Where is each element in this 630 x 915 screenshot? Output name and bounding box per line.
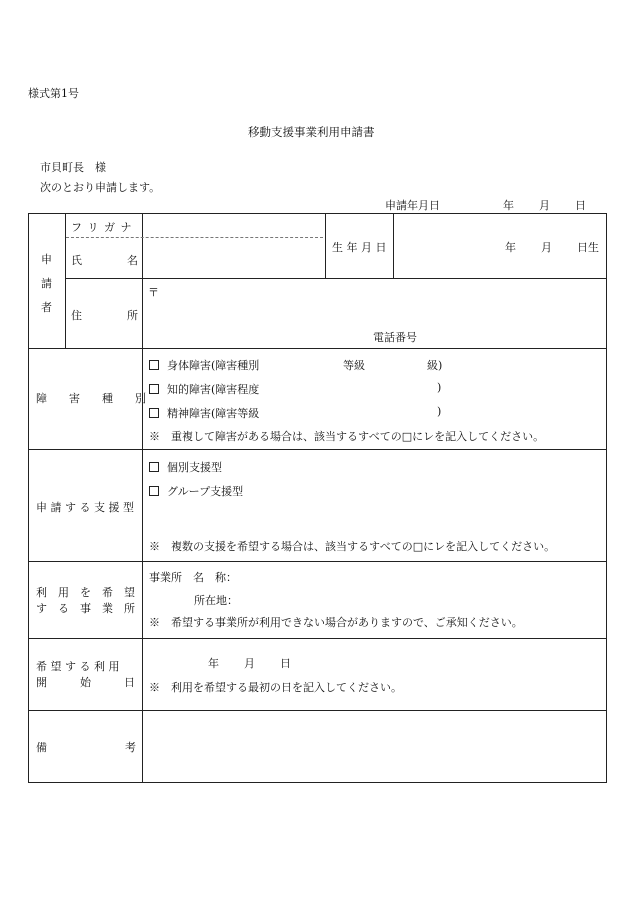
row-divider (29, 561, 606, 562)
disability-option-label: 知的障害(障害程度 (167, 383, 260, 396)
application-date-month: 月 (539, 199, 550, 212)
form-number: 様式第1号 (28, 87, 79, 100)
applicant-divider (65, 214, 66, 348)
support-type-label: 申 請 す る 支 援 型 (36, 501, 134, 514)
disability-option-label: 身体障害(障害種別 (167, 359, 260, 372)
support-type-option (149, 483, 243, 499)
applicant-label-char: 者 (41, 301, 52, 314)
note-text: 利用を希望する最初の日を記入してください。 (171, 681, 402, 694)
disability-option (149, 357, 259, 373)
facility-label: す る 事 業 所 (36, 602, 135, 615)
note-mark: ※ (149, 540, 160, 553)
support-type-option-label: 個別支援型 (167, 461, 222, 474)
checkbox[interactable] (149, 408, 159, 418)
checkbox[interactable] (149, 462, 159, 472)
grade-label: 等級 (343, 359, 365, 372)
note-text: 重複して障害がある場合は、該当するすべての□にレを記入してください。 (171, 430, 545, 443)
birthdate-right-divider (393, 214, 394, 278)
note-mark: ※ (149, 681, 160, 694)
start-day-label: 日 (280, 657, 291, 670)
birth-day-label: 日生 (577, 241, 599, 254)
phone-label: 電話番号 (373, 331, 417, 344)
disability-option-label: 精神障害(障害等級 (167, 407, 260, 420)
address-label: 所 (127, 309, 138, 322)
intro-text: 次のとおり申請します。 (40, 181, 161, 194)
remarks-label: 考 (125, 741, 136, 754)
facility-note (149, 614, 523, 630)
note-mark: ※ (149, 616, 160, 629)
facility-address-label: 所在地： (194, 594, 238, 607)
start-month-label: 月 (244, 657, 255, 670)
birthdate-label: 生 年 月 日 (332, 241, 387, 254)
note-text: 複数の支援を希望する場合は、該当するすべての□にレを記入してください。 (171, 540, 556, 553)
page-title: 移動支援事業利用申請書 (248, 125, 375, 139)
facility-name-label: 事業所 名 称： (149, 571, 237, 584)
label-column-divider (142, 214, 143, 782)
checkbox[interactable] (149, 486, 159, 496)
start-date-label: 開 始 日 (36, 676, 135, 689)
support-type-option-label: グループ支援型 (167, 485, 244, 498)
start-date-note (149, 679, 402, 695)
start-year-label: 年 (208, 657, 219, 670)
start-date-label: 希 望 す る 利 用 (36, 660, 120, 673)
note-text: 希望する事業所が利用できない場合がありますので、ご承知ください。 (171, 616, 523, 629)
disability-option (149, 381, 259, 397)
support-type-note (149, 538, 555, 554)
name-label: 氏 (71, 254, 82, 267)
furigana-dash-line (66, 237, 323, 238)
disability-option (149, 405, 259, 421)
application-form-table (28, 213, 607, 783)
checkbox[interactable] (149, 384, 159, 394)
addressee: 市貝町長 様 (40, 161, 106, 174)
applicant-label-char: 請 (41, 277, 52, 290)
row-divider (29, 348, 606, 349)
name-label: 名 (127, 254, 138, 267)
birth-year-label: 年 (505, 241, 516, 254)
remarks-label: 備 (36, 741, 47, 754)
address-label: 住 (71, 309, 82, 322)
grade-suffix: 級) (427, 359, 443, 372)
row-divider (29, 449, 606, 450)
application-date-day: 日 (575, 199, 586, 212)
row-divider (29, 638, 606, 639)
close-paren: ) (437, 381, 442, 394)
row-divider (29, 710, 606, 711)
disability-label: 障 害 種 別 (36, 392, 146, 405)
application-date-label: 申請年月日 (385, 199, 440, 212)
disability-note (149, 428, 544, 444)
close-paren: ) (437, 405, 442, 418)
birth-month-label: 月 (541, 241, 552, 254)
application-date-year: 年 (503, 199, 514, 212)
note-mark: ※ (149, 430, 160, 443)
checkbox[interactable] (149, 360, 159, 370)
birthdate-left-divider (325, 214, 326, 278)
furigana-label: フ リ ガ ナ (71, 221, 133, 234)
name-address-divider (65, 278, 606, 279)
applicant-label-char: 申 (41, 253, 52, 266)
support-type-option (149, 459, 222, 475)
postal-mark: 〒 (148, 286, 159, 299)
facility-label: 利 用 を 希 望 (36, 586, 135, 599)
